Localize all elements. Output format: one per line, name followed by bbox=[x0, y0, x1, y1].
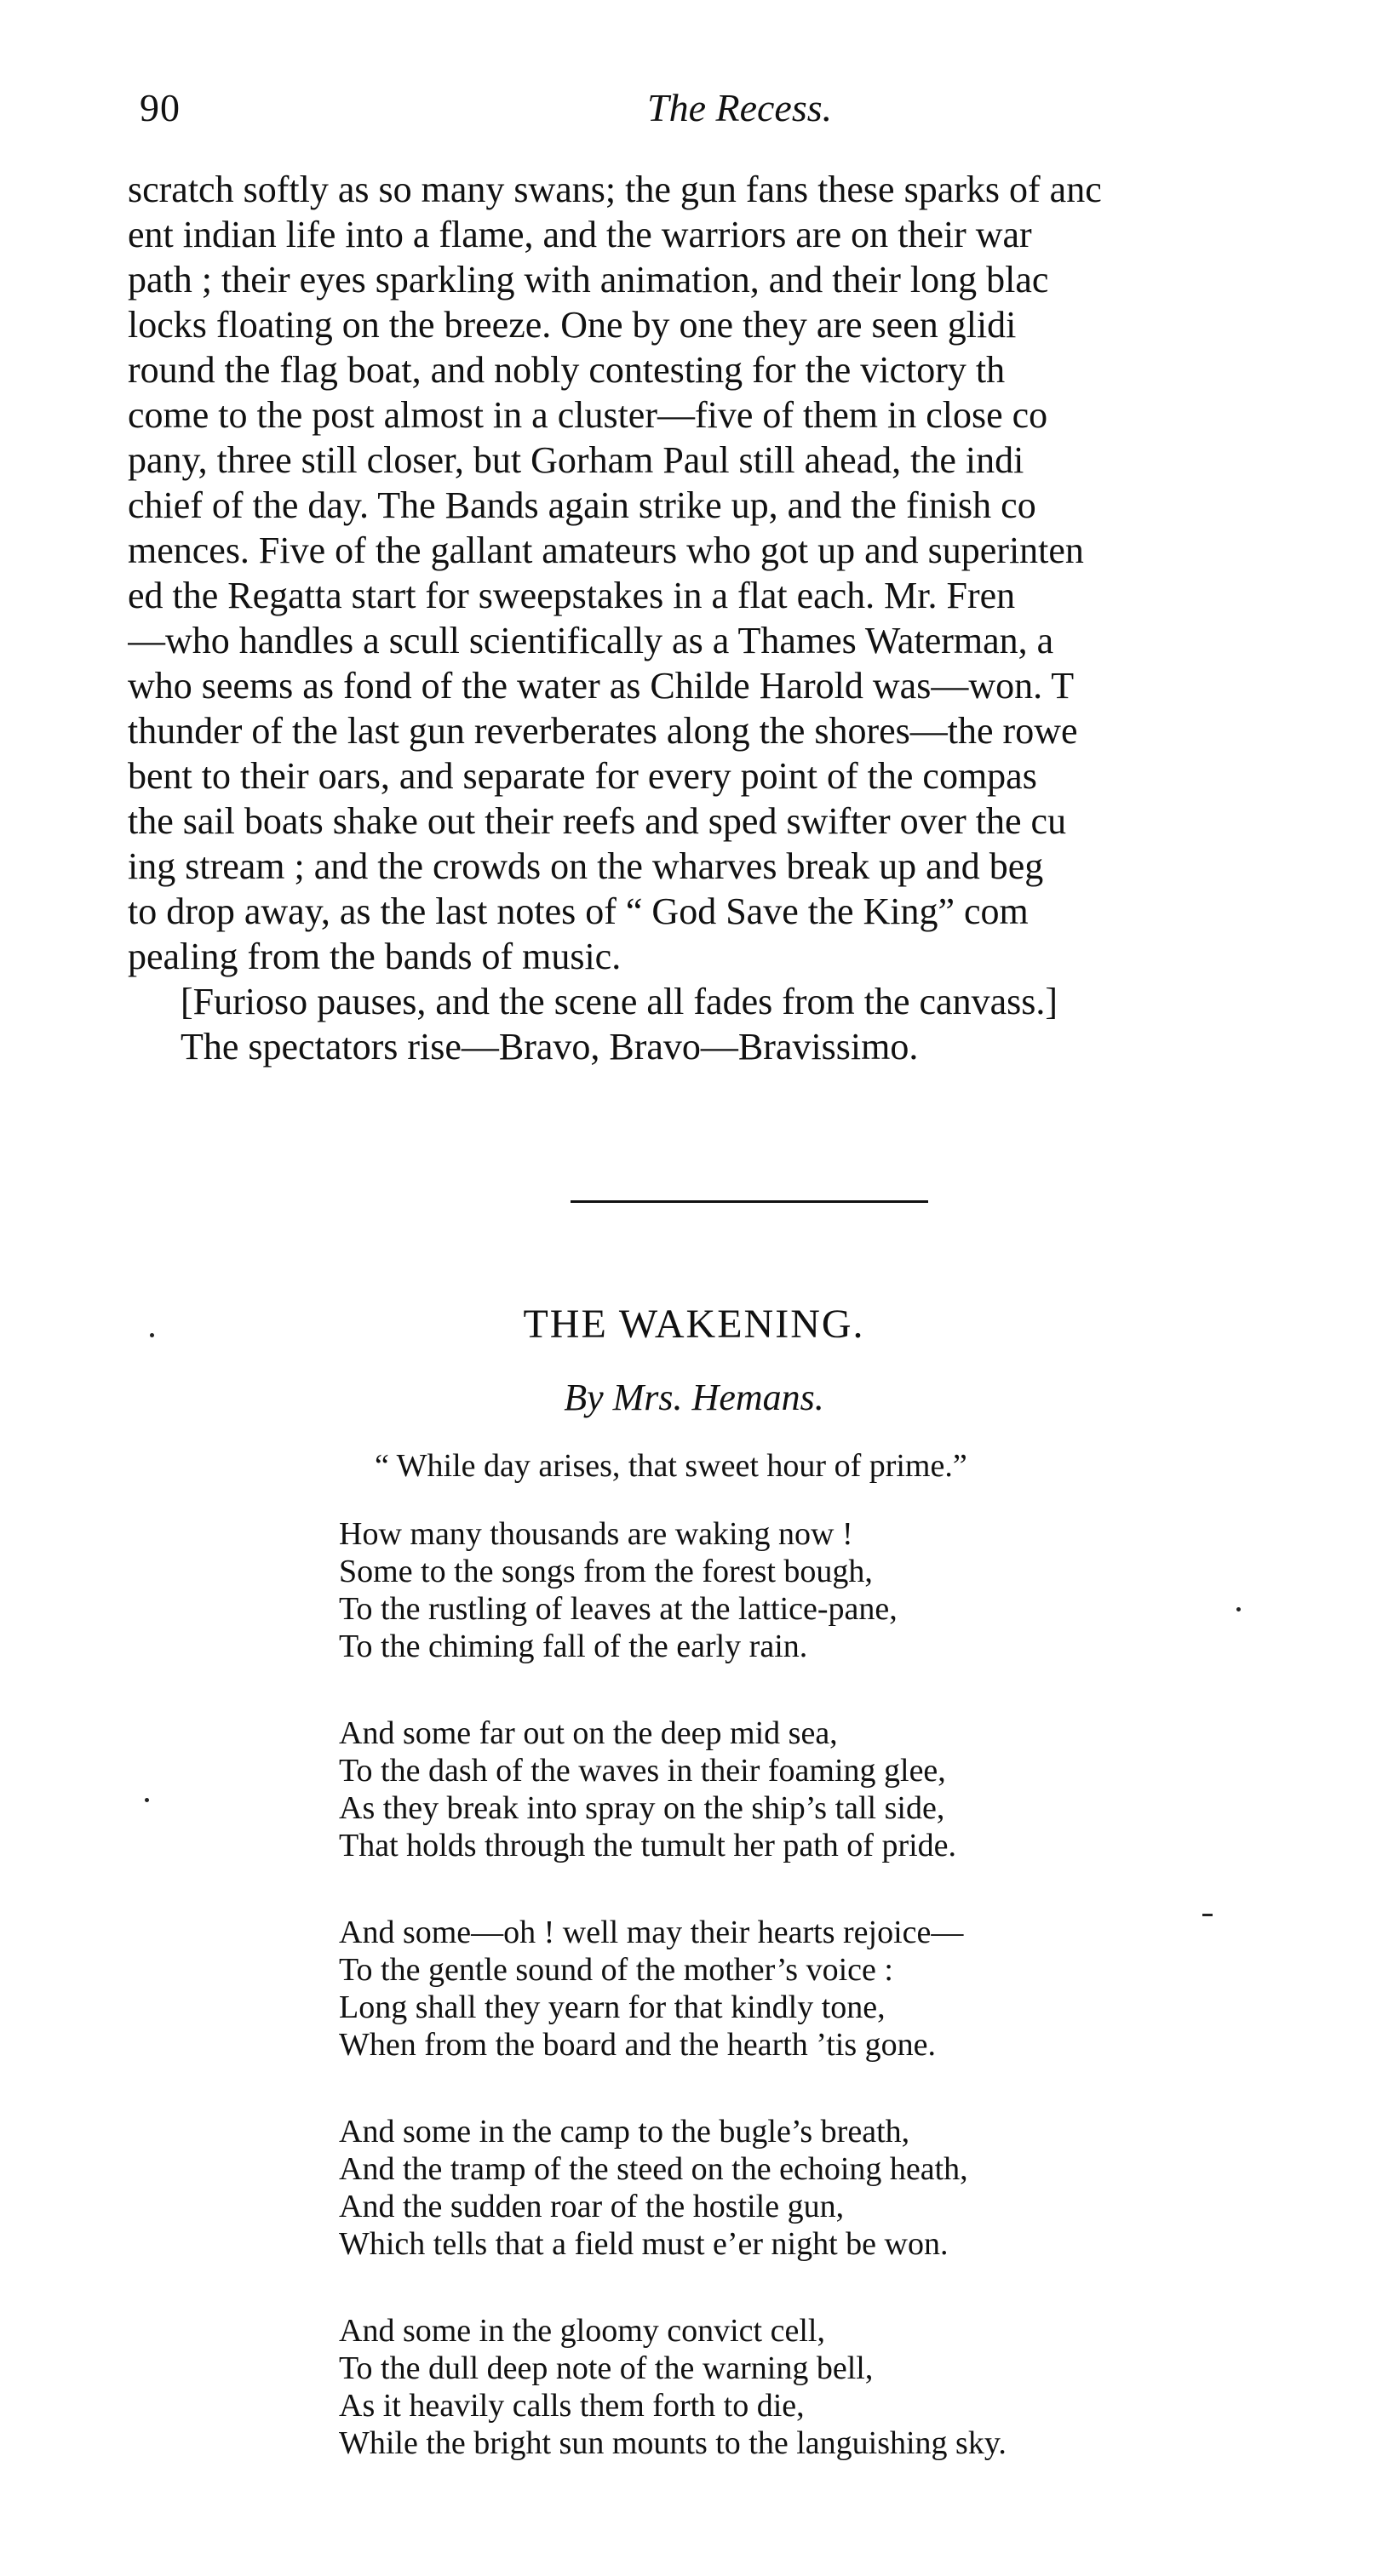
poem-stanza bbox=[339, 2312, 1310, 2462]
prose-line: thunder of the last gun reverberates along the shores—the rowe bbox=[128, 710, 1078, 752]
print-speck bbox=[145, 1798, 149, 1802]
verse-line: And the tramp of the steed on the echoing heath, bbox=[339, 2151, 968, 2187]
prose-line: scratch softly as so many swans; the gun fans these sparks of anc bbox=[128, 169, 1102, 210]
running-title: The Recess. bbox=[647, 86, 833, 129]
verse-line: To the rustling of leaves at the lattice-pane, bbox=[339, 1591, 898, 1627]
verse-line: Long shall they yearn for that kindly tone, bbox=[339, 1989, 886, 2025]
prose-line: mences. Five of the gallant amateurs who got up and superinten bbox=[128, 530, 1084, 571]
prose-line: [Furioso pauses, and the scene all fades from the canvass.] bbox=[181, 981, 1058, 1022]
verse-line: When from the board and the hearth ’tis gone. bbox=[339, 2027, 937, 2063]
verse-line: And some far out on the deep mid sea, bbox=[339, 1715, 838, 1751]
verse-line: Some to the songs from the forest bough, bbox=[339, 1554, 873, 1589]
prose-line: —who handles a scull scientifically as a Thames Waterman, a bbox=[128, 620, 1054, 661]
verse-line: To the chiming fall of the early rain. bbox=[339, 1629, 808, 1664]
verse-line: While the bright sun mounts to the languishing sky. bbox=[339, 2425, 1007, 2461]
verse-line: To the dull deep note of the warning bell, bbox=[339, 2350, 874, 2386]
poem-stanza bbox=[339, 1714, 1310, 1864]
prose-line: to drop away, as the last notes of “ God Save the King” com bbox=[128, 890, 1029, 932]
poem-stanza bbox=[339, 1914, 1310, 2064]
verse-line: To the gentle sound of the mother’s voice : bbox=[339, 1952, 893, 1988]
page-number: 90 bbox=[140, 86, 181, 129]
running-head bbox=[128, 85, 1303, 136]
verse-line: And the sudden roar of the hostile gun, bbox=[339, 2189, 845, 2224]
prose-line: who seems as fond of the water as Childe Harold was—won. T bbox=[128, 665, 1075, 707]
verse-line: To the dash of the waves in their foaming glee, bbox=[339, 1753, 946, 1789]
prose-line: the sail boats shake out their reefs and sped swifter over the cu bbox=[128, 800, 1067, 842]
prose-line: path ; their eyes sparkling with animation, and their long blac bbox=[128, 259, 1049, 301]
poem-stanza bbox=[339, 2113, 1310, 2263]
prose-line: pealing from the bands of music. bbox=[128, 936, 622, 977]
poem-body bbox=[339, 1515, 1310, 2511]
verse-line: Which tells that a field must e’er night be won. bbox=[339, 2226, 949, 2262]
prose-line: round the flag boat, and nobly contesting for the victory th bbox=[128, 349, 1006, 391]
prose-block bbox=[128, 167, 1388, 1069]
poem-stanza bbox=[339, 1515, 1310, 1665]
prose-line: locks floating on the breeze. One by one they are seen glidi bbox=[128, 304, 1017, 346]
verse-line: And some in the camp to the bugle’s breath, bbox=[339, 2114, 910, 2150]
print-speck bbox=[150, 1333, 154, 1337]
prose-line: chief of the day. The Bands again strike up, and the finish co bbox=[128, 484, 1036, 526]
verse-line: As it heavily calls them forth to die, bbox=[339, 2388, 805, 2424]
prose-line: ing stream ; and the crowds on the wharves break up and beg bbox=[128, 845, 1044, 887]
verse-line: As they break into spray on the ship’s tall side, bbox=[339, 1790, 945, 1826]
print-speck bbox=[1236, 1607, 1241, 1611]
poem-epigraph: “ While day arises, that sweet hour of prime.” bbox=[375, 1448, 967, 1484]
prose-line: The spectators rise—Bravo, Bravo—Bravissimo. bbox=[181, 1026, 919, 1068]
poem-title: THE WAKENING. bbox=[523, 1302, 865, 1347]
prose-line: pany, three still closer, but Gorham Paul still ahead, the indi bbox=[128, 439, 1024, 481]
prose-line: come to the post almost in a cluster—five of them in close co bbox=[128, 394, 1048, 436]
prose-line: bent to their oars, and separate for every point of the compas bbox=[128, 755, 1037, 797]
verse-line: How many thousands are waking now ! bbox=[339, 1516, 853, 1552]
section-separator bbox=[571, 1200, 928, 1203]
verse-line: That holds through the tumult her path of pride. bbox=[339, 1828, 957, 1863]
verse-line: And some in the gloomy convict cell, bbox=[339, 2313, 825, 2349]
prose-line: ent indian life into a flame, and the warriors are on their war bbox=[128, 214, 1032, 255]
verse-line: And some—oh ! well may their hearts rejoice— bbox=[339, 1915, 964, 1950]
poem-author: By Mrs. Hemans. bbox=[564, 1377, 824, 1418]
prose-line: ed the Regatta start for sweepstakes in a flat each. Mr. Fren bbox=[128, 575, 1016, 616]
print-speck bbox=[1202, 1914, 1213, 1916]
